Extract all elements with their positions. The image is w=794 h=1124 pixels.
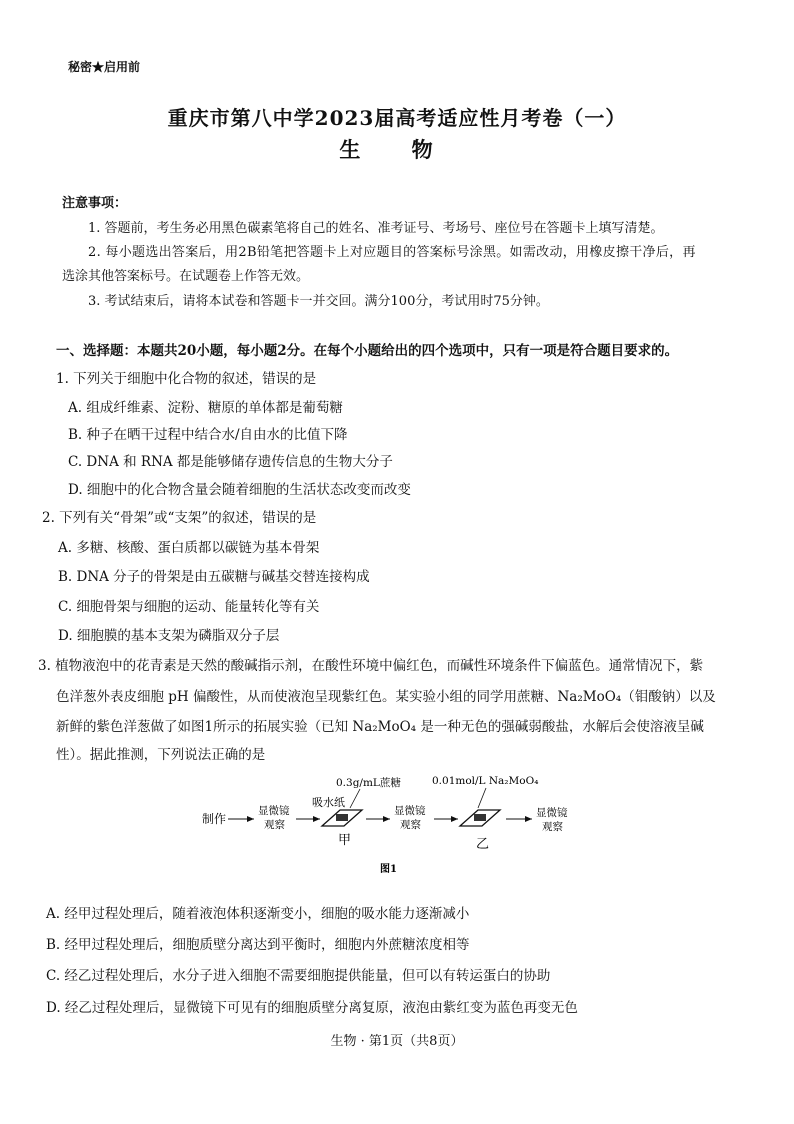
question-1-option-a: A. 组成纤维素、淀粉、糖原的单体都是葡萄糖 bbox=[68, 400, 343, 416]
step-b-label: 乙 bbox=[476, 837, 490, 852]
question-3-option-d: D. 经乙过程处理后，显微镜下可见有的细胞质壁分离复原，液泡由紫红变为蓝色再变无色 bbox=[46, 1000, 578, 1016]
confidential-label: 秘密★启用前 bbox=[68, 60, 141, 74]
question-1-option-d: D. 细胞中的化合物含量会随着细胞的生活状态改变而改变 bbox=[68, 482, 411, 498]
step-make-label: 制作 bbox=[202, 812, 227, 826]
dropper-b bbox=[478, 788, 486, 808]
question-1-option-c: C. DNA 和 RNA 都是能够储存遗传信息的生物大分子 bbox=[68, 454, 393, 470]
molybdate-label: 0.01mol/L Na₂MoO₄ bbox=[432, 775, 539, 787]
question-1-stem: 1. 下列关于细胞中化合物的叙述，错误的是 bbox=[56, 371, 317, 387]
question-3-stem-line-2: 色洋葱外表皮细胞 pH 偏酸性，从而使液泡呈现紫红色。某实验小组的同学用蔗糖、Na₂MoO₄（钼酸钠）以及 bbox=[56, 689, 716, 705]
subject-title: 生 物 bbox=[339, 137, 455, 162]
question-2-option-a: A. 多糖、核酸、蛋白质都以碳链为基本骨架 bbox=[58, 540, 320, 556]
observe-1-line-2: 观察 bbox=[264, 819, 285, 831]
notice-line-1: 1. 答题前，考生务必用黑色碳素笔将自己的姓名、准考证号、考场号、座位号在答题卡上填写清楚。 bbox=[88, 221, 664, 236]
coverslip-a-icon bbox=[336, 814, 348, 821]
observe-2-line-2: 观察 bbox=[400, 819, 421, 831]
question-3-option-a: A. 经甲过程处理后，随着液泡体积逐渐变小，细胞的吸水能力逐渐减小 bbox=[46, 906, 470, 922]
question-3-stem-line-1: 3. 植物液泡中的花青素是天然的酸碱指示剂，在酸性环境中偏红色，而碱性环境条件下偏蓝色。通常情况下，紫 bbox=[38, 658, 704, 674]
observe-1-line-1: 显微镜 bbox=[258, 805, 290, 817]
page-footer: 生物 · 第1页（共8页） bbox=[330, 1034, 464, 1049]
observe-3-line-1: 显微镜 bbox=[536, 807, 568, 819]
question-2-option-b: B. DNA 分子的骨架是由五碳糖与碱基交替连接构成 bbox=[58, 569, 370, 585]
figure-caption: 图1 bbox=[380, 864, 397, 875]
question-2-option-d: D. 细胞膜的基本支架为磷脂双分子层 bbox=[58, 628, 280, 644]
question-2-option-c: C. 细胞骨架与细胞的运动、能量转化等有关 bbox=[58, 599, 320, 615]
sucrose-label: 0.3g/mL蔗糖 bbox=[336, 777, 401, 789]
coverslip-b-icon bbox=[474, 814, 486, 821]
exam-title: 重庆市第八中学2023届高考适应性月考卷（一） bbox=[167, 106, 627, 130]
dropper-a bbox=[350, 789, 360, 808]
step-a-label: 甲 bbox=[338, 833, 352, 848]
blotting-paper-label: 吸水纸 bbox=[312, 796, 345, 809]
question-3-option-c: C. 经乙过程处理后，水分子进入细胞不需要细胞提供能量，但可以有转运蛋白的协助 bbox=[46, 968, 551, 984]
notice-line-4: 3. 考试结束后，请将本试卷和答题卡一并交回。满分100分，考试用时75分钟。 bbox=[88, 294, 549, 309]
question-1-option-b: B. 种子在晒干过程中结合水/自由水的比值下降 bbox=[68, 427, 348, 443]
observe-3-line-2: 观察 bbox=[542, 821, 563, 833]
observe-2-line-1: 显微镜 bbox=[394, 805, 426, 817]
figure-1 bbox=[190, 768, 610, 878]
question-2-stem: 2. 下列有关“骨架”或“支架”的叙述，错误的是 bbox=[42, 510, 317, 526]
notice-line-2: 2. 每小题选出答案后，用2B铅笔把答题卡上对应题目的答案标号涂黑。如需改动，用橡皮擦干净后，再 bbox=[88, 245, 696, 260]
section-heading: 一、选择题：本题共20小题，每小题2分。在每个小题给出的四个选项中，只有一项是符合题目要求的。 bbox=[56, 343, 679, 359]
question-3-stem-line-4: 性）。据此推测，下列说法正确的是 bbox=[56, 747, 266, 763]
experiment-flow-diagram bbox=[190, 768, 610, 878]
question-3-stem-line-3: 新鲜的紫色洋葱做了如图1所示的拓展实验（已知 Na₂MoO₄ 是一种无色的强碱弱酸盐，水解后会使溶液呈碱 bbox=[56, 719, 704, 735]
question-3-option-b: B. 经甲过程处理后，细胞质壁分离达到平衡时，细胞内外蔗糖浓度相等 bbox=[46, 937, 470, 953]
notice-heading: 注意事项： bbox=[62, 196, 128, 211]
notice-line-3: 选涂其他答案标号。在试题卷上作答无效。 bbox=[62, 269, 310, 284]
